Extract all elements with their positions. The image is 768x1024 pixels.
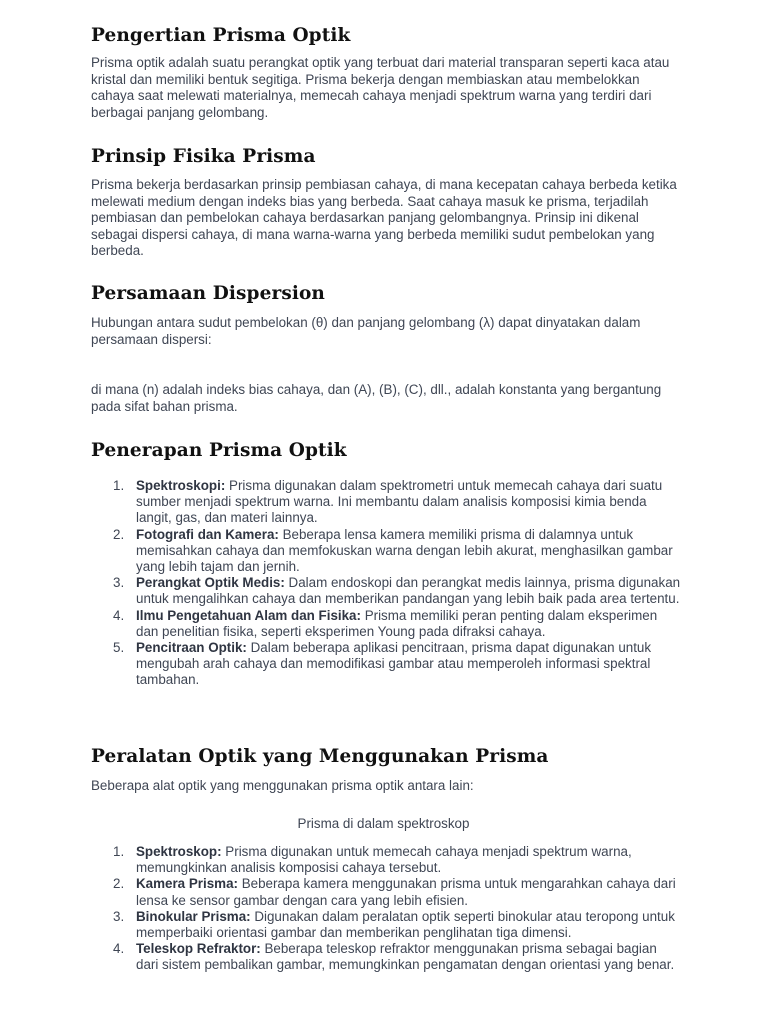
list-text: Beberapa lensa kamera memiliki prisma di dalamnya untuk memisahkan cahaya dan memfokuskan warna dengan lebih akurat, menghasilkan gambar yang lebih tajam dan jernih. xyxy=(136,526,673,575)
list-term: Spektroskopi: xyxy=(136,478,226,493)
list-item xyxy=(91,909,681,941)
section-heading-prinsip: Prinsip Fisika Prisma xyxy=(91,146,316,167)
list-item xyxy=(91,844,681,876)
list-item xyxy=(91,527,681,576)
section-heading-peralatan: Peralatan Optik yang Menggunakan Prisma xyxy=(91,746,549,767)
list-term: Kamera Prisma: xyxy=(136,876,238,892)
list-item xyxy=(91,941,681,973)
list-number: 3. xyxy=(113,908,125,924)
list-peralatan xyxy=(91,844,686,974)
list-text: Beberapa teleskop refraktor menggunakan prisma sebagai bagian dari sistem pembalikan gambar, memungkinkan pengamatan dengan orientasi yang benar. xyxy=(136,941,675,973)
list-term: Teleskop Refraktor: xyxy=(136,941,261,957)
image-caption: Prisma di dalam spektroskop xyxy=(297,816,470,831)
list-text: Beberapa kamera menggunakan prisma untuk mengarahkan cahaya dari lensa ke sensor gambar dengan cara yang lebih efisien. xyxy=(136,876,676,908)
list-number: 4. xyxy=(113,607,125,623)
list-text: Prisma digunakan dalam spektrometri untuk memecah cahaya dari suatu sumber menjadi spektrum warna. Ini membantu dalam analisis komposisi kimia benda langit, gas, dan materi lainnya. xyxy=(136,478,663,526)
list-term: Pencitraan Optik: xyxy=(136,640,247,656)
section-heading-penerapan: Penerapan Prisma Optik xyxy=(91,440,347,461)
list-number: 2. xyxy=(113,876,125,892)
section-heading-dispersion: Persamaan Dispersion xyxy=(91,283,325,304)
list-item xyxy=(91,876,681,908)
list-number: 3. xyxy=(113,575,125,591)
list-number: 4. xyxy=(113,941,125,957)
list-number: 2. xyxy=(113,526,125,542)
list-number: 1. xyxy=(113,478,125,493)
list-penerapan xyxy=(91,478,686,689)
list-item xyxy=(91,640,681,689)
section-heading-pengertian: Pengertian Prisma Optik xyxy=(91,25,351,46)
paragraph-dispersion-explanation: di mana (n) adalah indeks bias cahaya, dan (A), (B), (C), dll., adalah konstanta yang bergantung pada sifat bahan prisma. xyxy=(91,382,662,414)
list-text: Dalam endoskopi dan perangkat medis lainnya, prisma digunakan untuk mengalihkan cahaya dan memberikan pandangan yang lebih baik pada area tertentu. xyxy=(136,575,681,607)
paragraph-pengertian: Prisma optik adalah suatu perangkat optik yang terbuat dari material transparan seperti kaca atau kristal dan memiliki bentuk segitiga. Prisma bekerja dengan membiaskan atau membelokkan cahaya saat melewati materialnya, memecah cahaya menjadi spektrum warna yang terdiri dari berbagai panjang gelombang. xyxy=(91,55,670,120)
list-term: Perangkat Optik Medis: xyxy=(136,575,285,591)
list-text: Prisma digunakan untuk memecah cahaya menjadi spektrum warna, memungkinkan analisis komposisi cahaya tersebut. xyxy=(136,844,632,876)
list-term: Fotografi dan Kamera: xyxy=(136,526,279,542)
list-term: Ilmu Pengetahuan Alam dan Fisika: xyxy=(136,607,361,623)
list-term: Spektroskop: xyxy=(136,844,222,859)
list-item xyxy=(91,608,681,640)
paragraph-prinsip: Prisma bekerja berdasarkan prinsip pembiasan cahaya, di mana kecepatan cahaya berbeda ketika melewati medium dengan indeks bias yang berbeda. Saat cahaya masuk ke prisma, terjadilah pembiasan dan pembelokan cahaya berdasarkan panjang gelombangnya. Prinsip ini dikenal sebagai dispersi cahaya, di mana warna-warna yang berbeda memiliki sudut pembelokan yang berbeda. xyxy=(91,177,677,259)
list-number: 5. xyxy=(113,640,125,656)
paragraph-dispersion-intro: Hubungan antara sudut pembelokan (θ) dan panjang gelombang (λ) dapat dinyatakan dalam persamaan dispersi: xyxy=(91,315,641,347)
list-text: Prisma memiliki peran penting dalam eksperimen dan penelitian fisika, seperti eksperimen Young pada difraksi cahaya. xyxy=(136,607,658,639)
list-text: Dalam beberapa aplikasi pencitraan, prisma dapat digunakan untuk mengubah arah cahaya dan memodifikasi gambar atau memperoleh informasi spektral tambahan. xyxy=(136,640,652,688)
list-term: Binokular Prisma: xyxy=(136,908,251,924)
list-number: 1. xyxy=(113,844,125,859)
list-text: Digunakan dalam peralatan optik seperti binokular atau teropong untuk memperbaiki orientasi gambar dan memberikan penglihatan tiga dimensi. xyxy=(136,908,675,941)
list-item xyxy=(91,575,681,607)
paragraph-peralatan-intro: Beberapa alat optik yang menggunakan prisma optik antara lain: xyxy=(91,778,474,793)
list-item xyxy=(91,478,681,527)
